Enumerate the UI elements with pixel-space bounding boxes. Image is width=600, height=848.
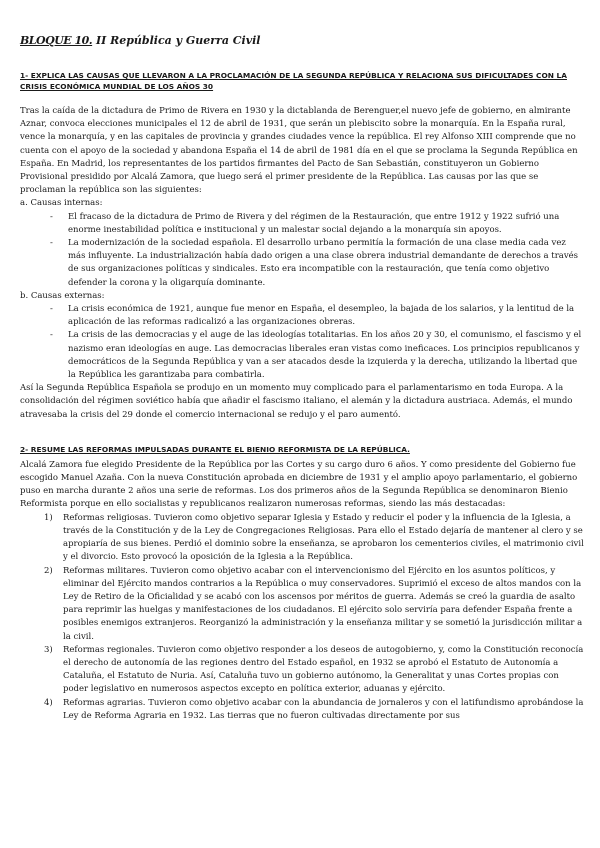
block-label: BLOQUE 10. (20, 34, 93, 47)
reforms-list (44, 512, 584, 723)
block-title: II República y Guerra Civil (95, 34, 261, 47)
item-text: Reformas religiosas. Tuvieron como objetivo separar Iglesia y Estado y reducir el poder y la influencia de la Iglesia, a través de la Constitución y de la Ley de Congregaciones Religiosas. Para ello el Estado dejaría de mantener al clero y se apropiaría de sus bienes. Perdió el dominio sobre la enseñanza, se aprobaron los cementerios civiles, el matrimonio civil y el divorcio. Esto provocó la oposición de la Iglesia a la República. (63, 512, 584, 563)
document-title (20, 34, 584, 48)
list-item (44, 565, 584, 644)
internal-causes-label: a. Causas internas: (20, 198, 103, 209)
section-1-title: 1- EXPLICA LAS CAUSAS QUE LLEVARON A LA PROCLAMACIÓN DE LA SEGUNDA REPÚBLICA Y RELACIONA SUS DIFICULTADES CON LA CRISIS ECONÓMICA MUNDIAL DE LOS AÑOS 30 (20, 71, 567, 91)
section-2-intro: Alcalá Zamora fue elegido Presidente de la República por las Cortes y su cargo duro 6 años. Y como presidente del Gobierno fue escogido Manuel Azaña. Con la nueva Constitución aprobada en diciembre de 1931 y el amplio apoyo parlamentario, el gobierno puso en marcha durante 2 años una serie de reformas. Los dos primeros años de la Segunda República se denominaron Bienio Reformista porque en ello socialistas y republicanos realizaron numerosas reformas, siendo las más destacadas: (20, 459, 578, 510)
item-number: 2) (44, 565, 53, 576)
list-item (44, 697, 584, 723)
list-item (44, 512, 584, 565)
section-1-intro: Tras la caída de la dictadura de Primo de Rivera en 1930 y la dictablanda de Berenguer,el nuevo jefe de gobierno, en almirante Aznar, convoca elecciones municipales el 12 de abril de 1931, que serán un plebiscito sobre la monarquía. En la España rural, vence la monarquía, y en las capitales de provincia y grandes ciudades vence la república. El rey Alfonso XIII comprende que no cuenta con el apoyo de la sociedad y abandona España el 14 de abril de 1981 día en el que se proclama la Segunda República en España. En Madrid, los representantes de los partidos firmantes del Pacto de San Sebastián, constituyeron un Gobierno Provisional presidido por Alcalá Zamora, que luego será el primer presidente de la República. Las causas por las que se proclaman la república son las siguientes: (20, 106, 578, 196)
external-causes-list (50, 303, 584, 382)
item-number: 4) (44, 697, 53, 708)
item-text: Reformas regionales. Tuvieron como objetivo responder a los deseos de autogobierno, y, como la Constitución reconocía el derecho de autonomía de las regiones dentro del Estado español, en 1932 se aprobó el Estatuto de Autonomía a Cataluña, el Estatuto de Nuria. Así, Cataluña tuvo un gobierno autónomo, la Generalitat y unas Cortes propias con poder legislativo en numerosos aspectos excepto en política exterior, aduanas y ejército. (63, 644, 584, 695)
list-item: - La modernización de la sociedad española. El desarrollo urbano permitía la formación de una clase media cada vez más influyente. La industrialización había dado origen a una clase obrera industrial demandante de derechos a través de sus organizaciones políticas y sindicales. Esto era incompatible con la restauración, que tenía como objetivo defender la corona y la oligarquía dominante. (50, 237, 584, 290)
list-item: - El fracaso de la dictadura de Primo de Rivera y del régimen de la Restauración, que entre 1912 y 1922 sufrió una enorme inestabilidad política e institucional y un malestar social dejando a la monarquía sin apoyos. (50, 211, 584, 237)
item-text: Reformas militares. Tuvieron como objetivo acabar con el intervencionismo del Ejército en los asuntos políticos, y eliminar del Ejército mandos contrarios a la República o muy conservadores. Suprimió el exceso de altos mandos con la Ley de Retiro de la Oficialidad y se acabó con los ascensos por méritos de guerra. Además se creó la guardia de asalto para reprimir las huelgas y manifestaciones de los ciudadanos. El ejército solo serviría para defender España frente a posibles enemigos extranjeros. Reorganizó la administración y la enseñanza militar y se sometió la jurisdicción militar a la civil. (63, 565, 583, 642)
internal-causes-list (50, 211, 584, 290)
section-2-title: 2- RESUME LAS REFORMAS IMPULSADAS DURANTE EL BIENIO REFORMISTA DE LA REPÚBLICA. (20, 444, 410, 454)
list-item (44, 644, 584, 697)
item-number: 3) (44, 644, 53, 655)
external-causes-label: b. Causas externas: (20, 290, 105, 301)
list-item: - La crisis de las democracias y el auge de las ideologías totalitarias. En los años 20 y 30, el comunismo, el fascismo y el nazismo eran ideologías en auge. Las democracias liberales eran vistas como ineficaces. Los principios republicanos y democráticos de la Segunda República y van a ser atacados desde la izquierda y la derecha, utilizando la libertad que la República les garantizaba para combatirla. (50, 329, 584, 382)
document-page (20, 34, 584, 723)
item-text: Reformas agrarias. Tuvieron como objetivo acabar con la abundancia de jornaleros y con el latifundismo aprobándose la Ley de Reforma Agraria en 1932. Las tierras que no fueron cultivadas directamente por sus (63, 697, 584, 721)
section-1-conclusion: Así la Segunda República Española se produjo en un momento muy complicado para el parlamentarismo en toda Europa. A la consolidación del régimen soviético había que añadir el fascismo italiano, el alemán y la dictadura austriaca. Además, el mundo atravesaba la crisis del 29 donde el comercio internacional se redujo y el paro aumentó. (20, 383, 573, 420)
item-number: 1) (44, 512, 53, 523)
list-item: - La crisis económica de 1921, aunque fue menor en España, el desempleo, la bajada de los salarios, y la lentitud de la aplicación de las reformas radicalizó a las organizaciones obreras. (50, 303, 584, 329)
